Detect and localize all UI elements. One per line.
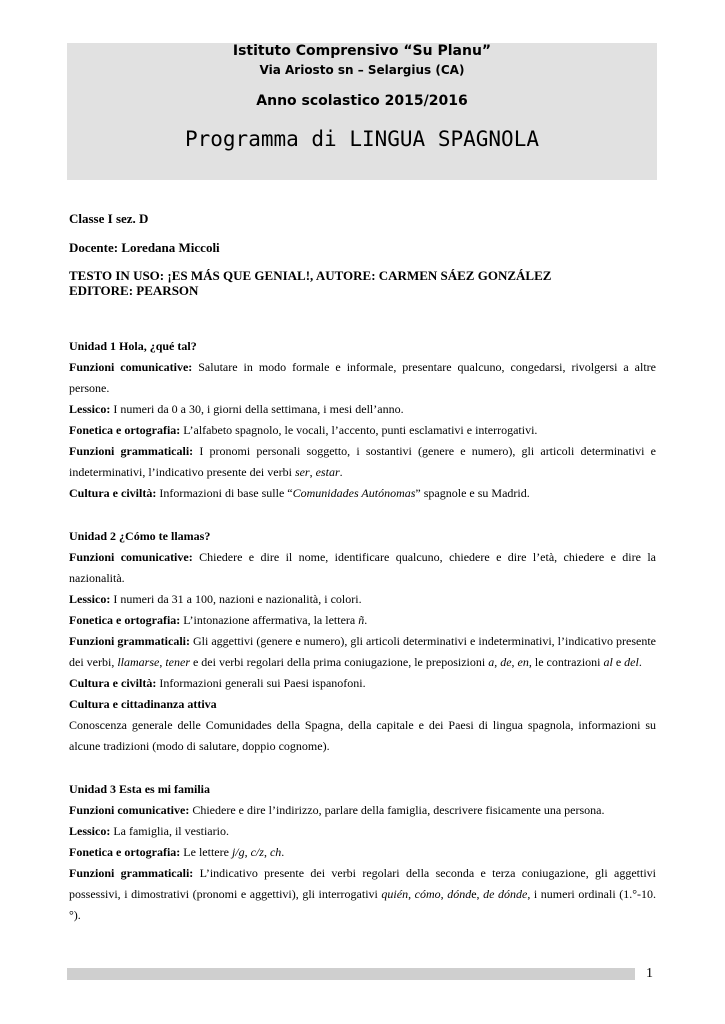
unit-section: Lessico: La famiglia, il vestiario.	[69, 824, 229, 838]
unit-section: Funzioni grammaticali: L’indicativo presente dei verbi regolari della seconda e terza coniugazione, gli aggettivi possessivi, i dimostrativi (pronomi e aggettivi), gli interrogativi quién, cómo, dónde, de dónde, i numeri ordinali (1.°-10.°).	[69, 866, 656, 922]
teacher-line: Docente: Loredana Miccoli	[69, 240, 220, 255]
program-content	[69, 336, 656, 926]
unit-section: Fonetica e ortografia: L’intonazione affermativa, la lettera ñ.	[69, 613, 368, 627]
unit-section: Funzioni comunicative: Chiedere e dire il nome, identificare qualcuno, chiedere e dire l’età, chiedere e dire la nazionalità.	[69, 550, 657, 585]
class-line: Classe I sez. D	[69, 211, 149, 226]
unit-section: Lessico: I numeri da 31 a 100, nazioni e nazionalità, i colori.	[69, 592, 362, 606]
school-year: Anno scolastico 2015/2016	[256, 93, 468, 109]
publisher-line: EDITORE: PEARSON	[69, 283, 199, 298]
unit-title: Unidad 2 ¿Cómo te llamas?	[69, 529, 211, 543]
page-title: Programma di LINGUA SPAGNOLA	[184, 127, 539, 151]
unit-section: Cultura e civiltà: Informazioni generali sui Paesi ispanofoni.	[69, 676, 366, 690]
page-number: 1	[646, 966, 653, 981]
unit-title: Unidad 3 Esta es mi familia	[69, 782, 211, 796]
unit-section: Fonetica e ortografia: Le lettere j/g, c/z, ch.	[69, 845, 285, 859]
unit-section: Funzioni comunicative: Chiedere e dire l’indirizzo, parlare della famiglia, descrivere fisicamente una persona.	[69, 803, 605, 817]
unit-section: Conoscenza generale delle Comunidades della Spagna, della capitale e dei Paesi di lingua spagnola, informazioni su alcune tradizioni (modo di salutare, doppio cognome).	[69, 718, 656, 753]
textbook-line: TESTO IN USO: ¡ES MÁS QUE GENIAL!, AUTORE: CARMEN SÁEZ GONZÁLEZ	[69, 268, 552, 283]
unit-section: Fonetica e ortografia: L’alfabeto spagnolo, le vocali, l’accento, punti esclamativi e interrogativi.	[69, 423, 538, 437]
unit-section: Cultura e civiltà: Informazioni di base sulle “Comunidades Autónomas” spagnole e su Madrid.	[69, 486, 530, 500]
school-name: Istituto Comprensivo “Su Planu”	[232, 43, 492, 59]
school-address: Via Ariosto sn – Selargius (CA)	[259, 63, 465, 77]
footer-bar	[67, 968, 635, 980]
unit-title: Unidad 1 Hola, ¿qué tal?	[69, 339, 197, 353]
header-box	[67, 43, 657, 180]
unit-section: Lessico: I numeri da 0 a 30, i giorni della settimana, i mesi dell’anno.	[69, 402, 404, 416]
unit-section: Funzioni comunicative: Salutare in modo formale e informale, presentare qualcuno, congedarsi, rivolgersi a altre persone.	[69, 360, 657, 395]
unit-section: Funzioni grammaticali: Gli aggettivi (genere e numero), gli articoli determinativi e indeterminativi, l’indicativo presente dei verbi, llamarse, tener e dei verbi regolari della prima coniugazione, le preposizioni a, de, en, le contrazioni al e del.	[69, 634, 656, 669]
unit-section: Cultura e cittadinanza attiva	[69, 697, 217, 711]
unit-section: Funzioni grammaticali: I pronomi personali soggetto, i sostantivi (genere e numero), gli articoli determinativi e indeterminativi, l’indicativo presente dei verbi ser, estar.	[69, 444, 657, 479]
